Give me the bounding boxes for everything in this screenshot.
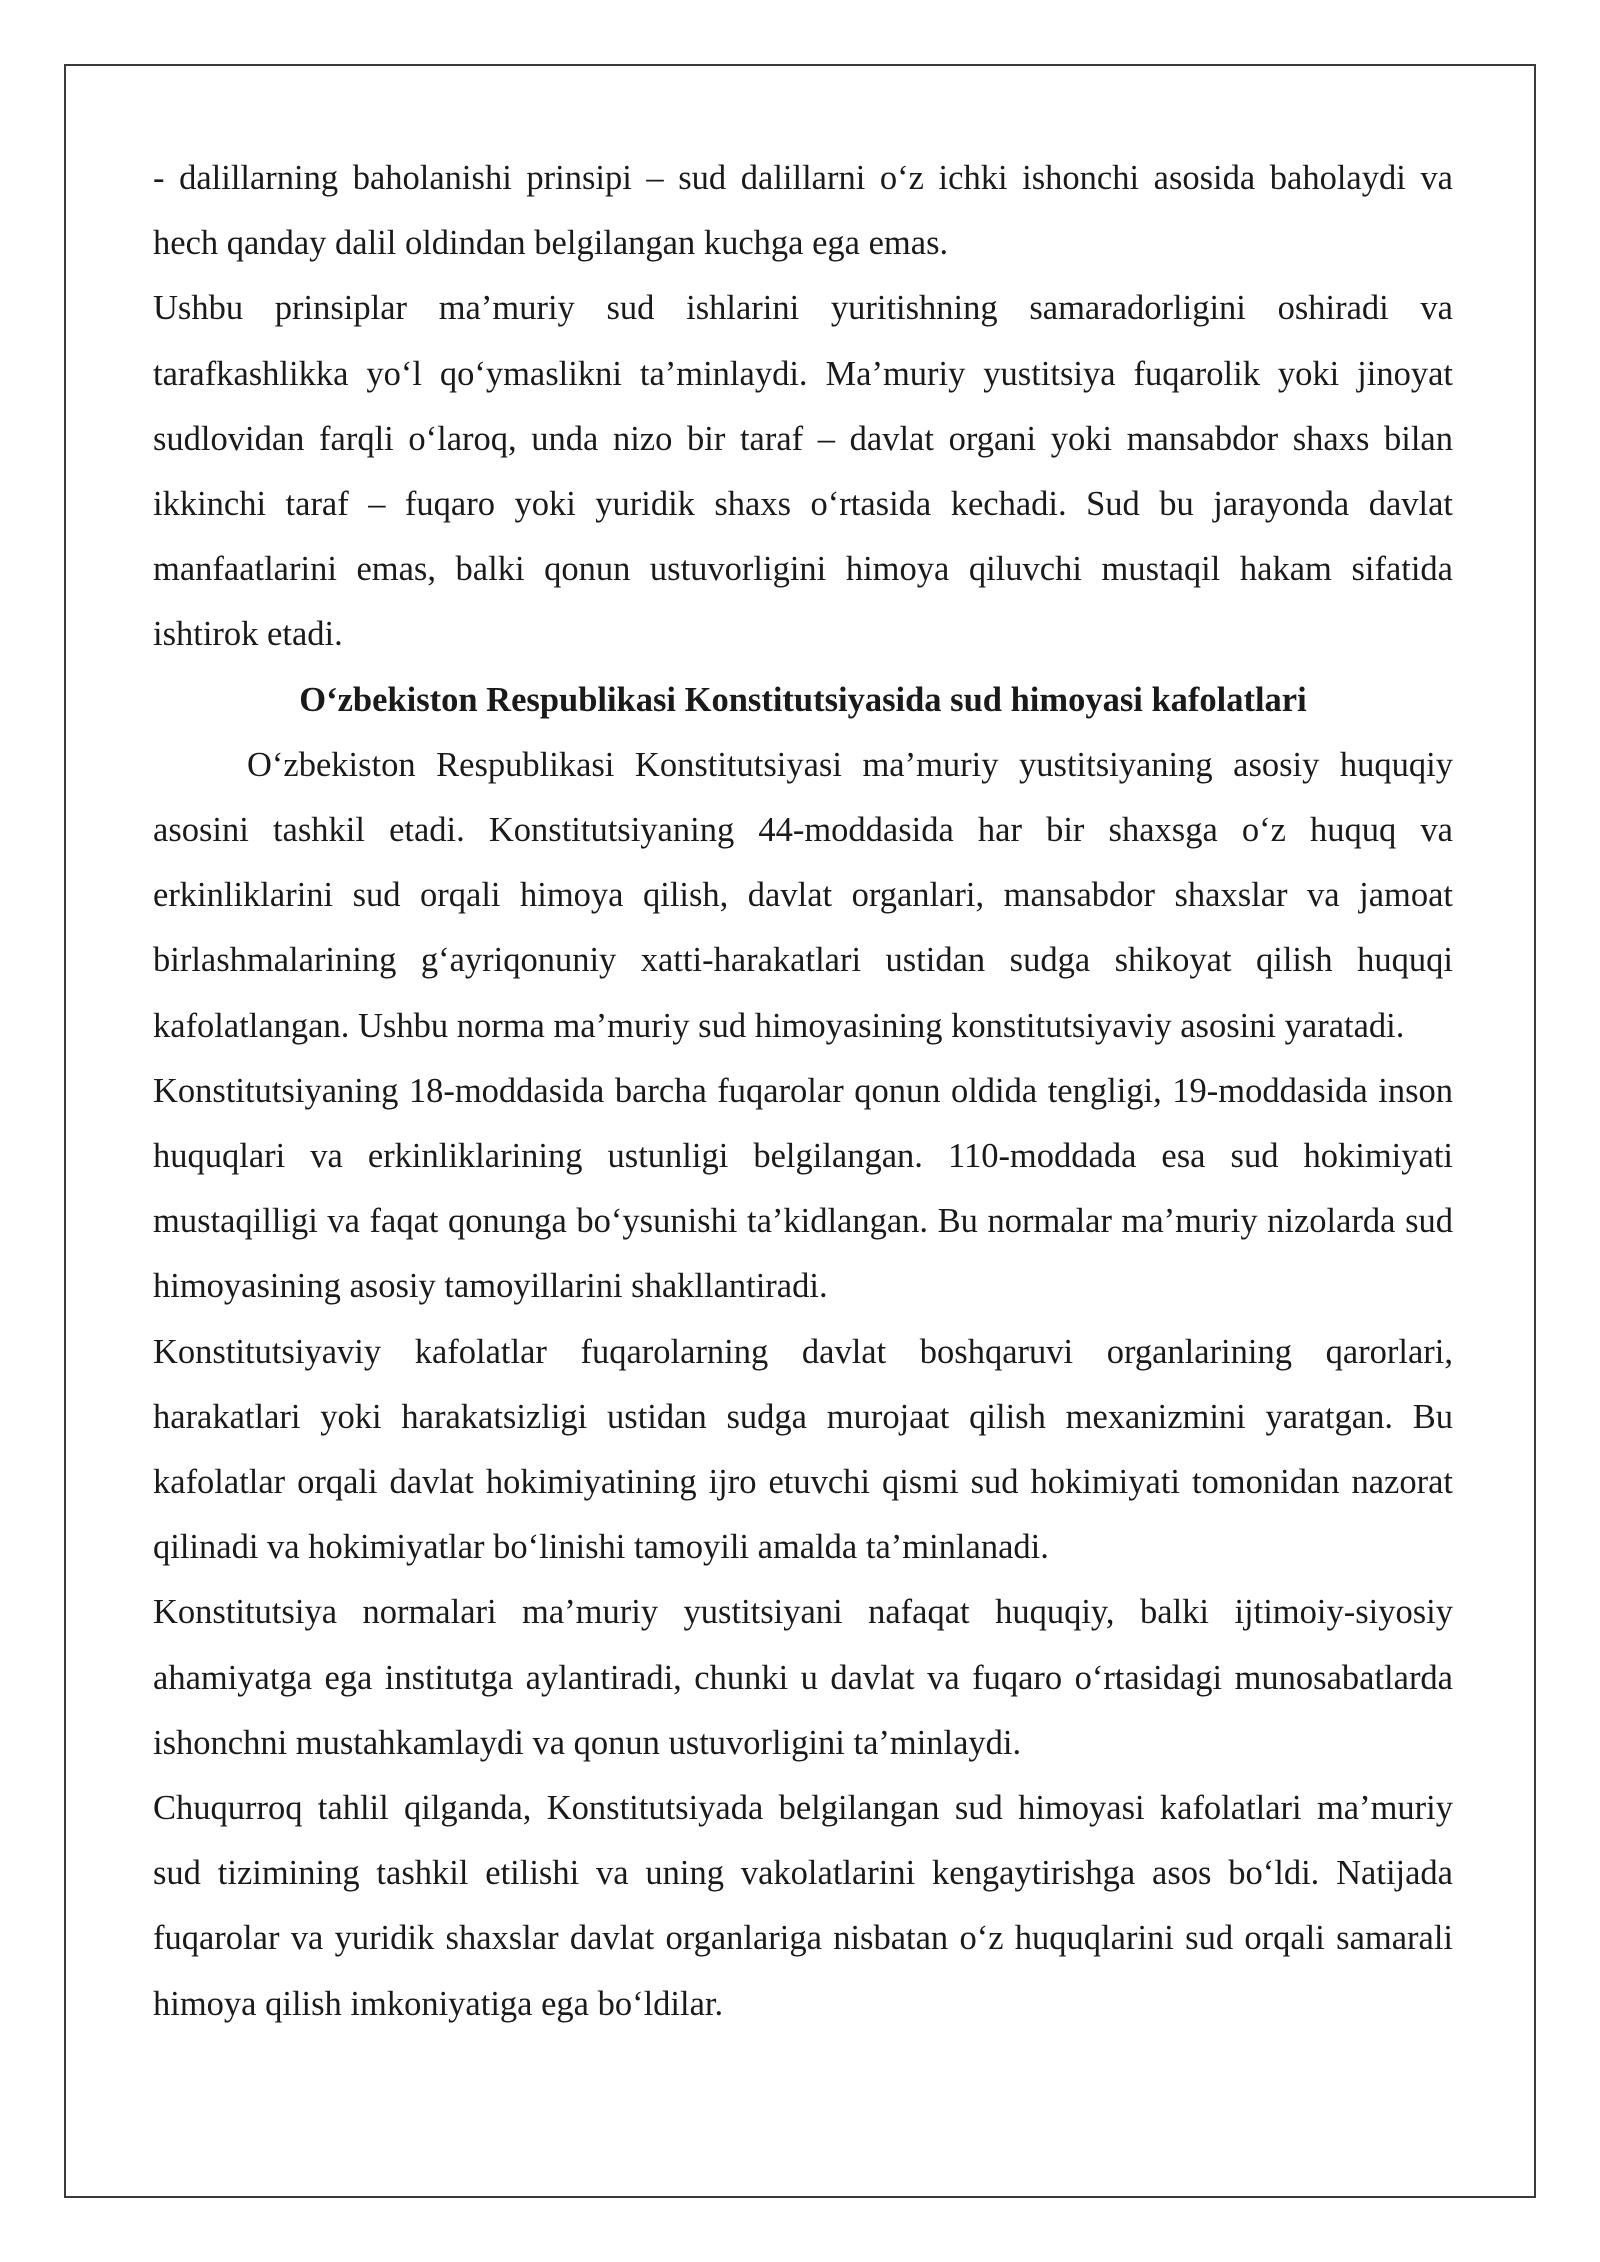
- paragraph-evaluation-principle: - dalillarning baholanishi prinsipi – sud dalillarni o‘z ichki ishonchi asosida baholaydi va hech qanday dalil oldindan belgilangan kuchga ega emas.: [153, 159, 1453, 263]
- paragraph-constitutional-guarantees: Konstitutsiyaviy kafolatlar fuqarolarning davlat boshqaruvi organlarining qarorlari, harakatlari yoki harakatsizligi ustidan sudga murojaat qilish mexanizmini yaratgan. Bu kafolatlar orqali davlat hokimiyatining ijro etuvchi qismi sud hokimiyati tomonidan nazorat qilinadi va hokimiyatlar bo‘linishi tamoyili amalda ta’minlanadi.: [153, 1332, 1453, 1567]
- paragraph-deeper-analysis: Chuqurroq tahlil qilganda, Konstitutsiyada belgilangan sud himoyasi kafolatlari ma’muriy sud tizimining tashkil etilishi va uning vakolatlarini kengaytirishga asos bo‘ldi. Natijada fuqarolar va yuridik shaxslar davlat organlariga nisbatan o‘z huquqlarini sud orqali samarali himoya qilish imkoniyatiga ega bo‘ldilar.: [153, 1789, 1453, 2023]
- section-heading: O‘zbekiston Respublikasi Konstitutsiyasida sud himoyasi kafolatlari: [299, 680, 1307, 719]
- paragraph-principles-summary: Ushbu prinsiplar ma’muriy sud ishlarini yuritishning samaradorligini oshiradi va tarafkashlikka yo‘l qo‘ymaslikni ta’minlaydi. Ma’muriy yustitsiya fuqarolik yoki jinoyat sudlovidan farqli o‘laroq, unda nizo bir taraf – davlat organi yoki mansabdor shaxs bilan ikkinchi taraf – fuqaro yoki yuridik shaxs o‘rtasida kechadi. Sud bu jarayonda davlat manfaatlarini emas, balki qonun ustuvorligini himoya qiluvchi mustaqil hakam sifatida ishtirok etadi.: [153, 289, 1453, 654]
- paragraph-articles: Konstitutsiyaning 18-moddasida barcha fuqarolar qonun oldida tengligi, 19-moddasida inson huquqlari va erkinliklarining ustunligi belgilangan. 110-moddada esa sud hokimiyati mustaqilligi va faqat qonunga bo‘ysunishi ta’kidlangan. Bu normalar ma’muriy nizolarda sud himoyasining asosiy tamoyillarini shakllantiradi.: [153, 1071, 1453, 1306]
- document-body: [153, 146, 1453, 2037]
- paragraph-constitution-basis: O‘zbekiston Respublikasi Konstitutsiyasi ma’muriy yustitsiyaning asosiy huquqiy asosini tashkil etadi. Konstitutsiyaning 44-moddasida har bir shaxsga o‘z huquq va erkinliklarini sud orqali himoya qilish, davlat organlari, mansabdor shaxslar va jamoat birlashmalarining g‘ayriqonuniy xatti-harakatlari ustidan sudga shikoyat qilish huquqi kafolatlangan. Ushbu norma ma’muriy sud himoyasining konstitutsiyaviy asosini yaratadi.: [153, 745, 1453, 1045]
- paragraph-socio-political: Konstitutsiya normalari ma’muriy yustitsiyani nafaqat huquqiy, balki ijtimoiy-siyosiy ahamiyatga ega institutga aylantiradi, chunki u davlat va fuqaro o‘rtasidagi munosabatlarda ishonchni mustahkamlaydi va qonun ustuvorligini ta’minlaydi.: [153, 1593, 1453, 1762]
